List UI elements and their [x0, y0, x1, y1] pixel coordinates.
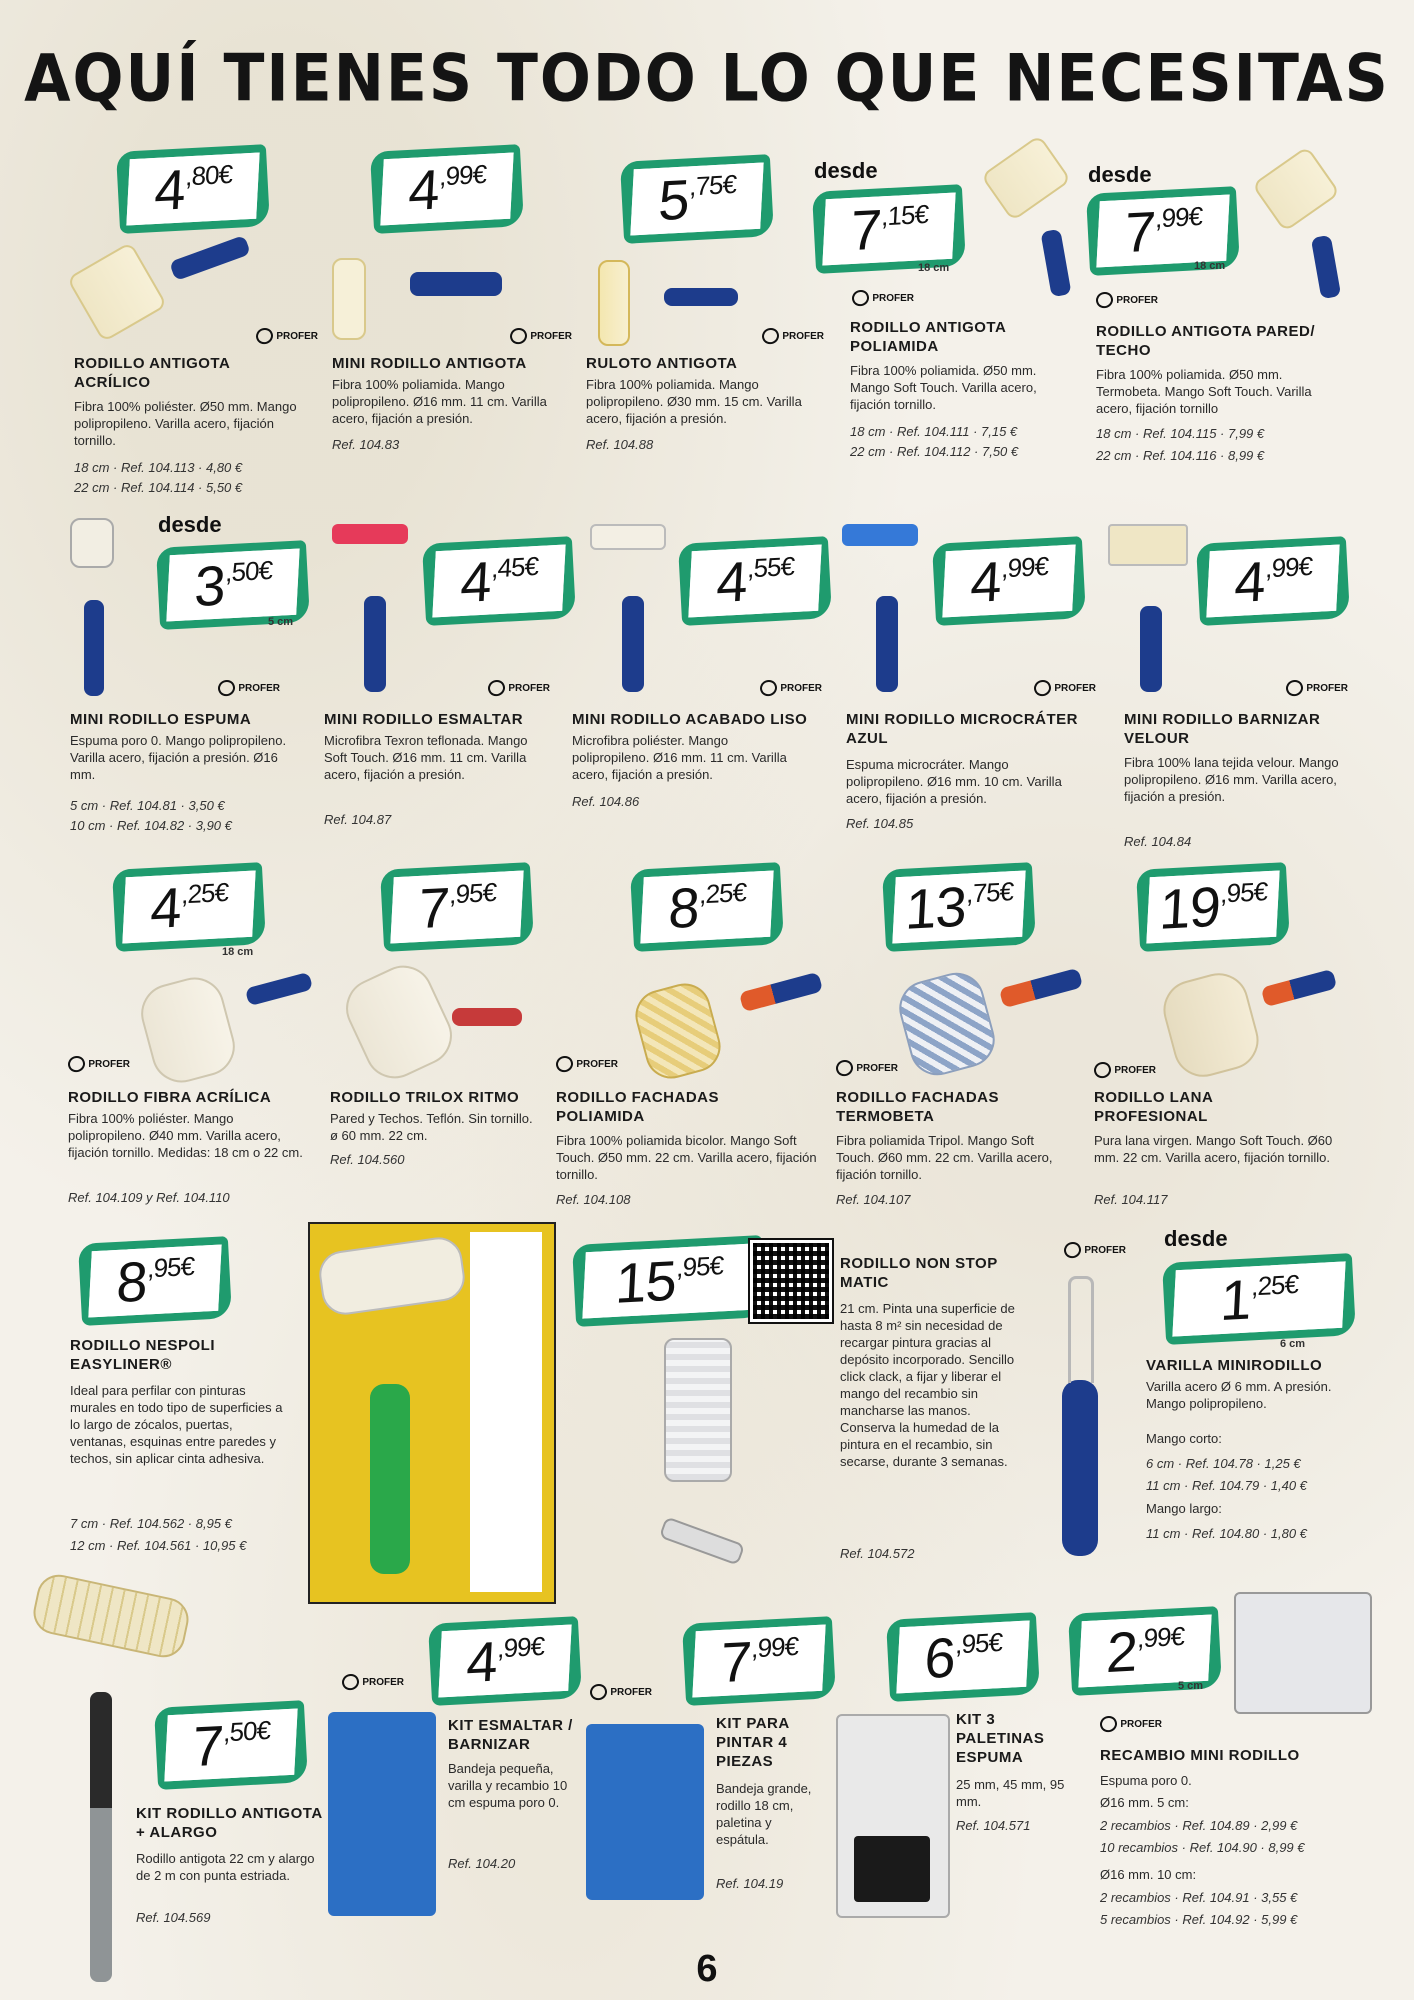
- product-name: KIT RODILLO ANTIGOTA + ALARGO: [136, 1805, 323, 1841]
- product-name: RULOTO ANTIGOTA: [586, 355, 738, 372]
- profer-logo: PROFER: [1034, 678, 1096, 698]
- kit-photo: [836, 1714, 950, 1918]
- profer-logo: PROFER: [760, 678, 822, 698]
- product-desc: Fibra 100% poliéster. Mango polipropileno. Ø40 mm. Varilla acero, fijación tornillo. Medidas: 18 cm o 22 cm.: [68, 1111, 303, 1160]
- product-desc: Fibra 100% lana tejida velour. Mango polipropileno. Ø16 mm. Varilla acero, fijación a presión.: [1124, 755, 1339, 804]
- product-desc: Ideal para perfilar con pinturas murales en todo tipo de superficies a lo largo de zócalos, puertas, ventanas, esquinas entre paredes y techos, sin aplicar cinta adhesiva.: [70, 1383, 283, 1466]
- product-ref: 6 cm · Ref. 104.78 · 1,25 €: [1146, 1456, 1301, 1471]
- product-subhead: Ø16 mm. 10 cm:: [1100, 1867, 1197, 1882]
- product-desc: Fibra poliamida Tripol. Mango Soft Touch. Ø60 mm. 22 cm. Varilla acero, fijación tornillo.: [836, 1133, 1053, 1182]
- size-tag: 18 cm: [222, 946, 254, 958]
- roller-handle: [1311, 235, 1341, 300]
- roller-image: [980, 134, 1071, 221]
- profer-logo: PROFER: [556, 1054, 618, 1074]
- product-name: MINI RODILLO BARNIZAR VELOUR: [1124, 711, 1321, 747]
- roller-handle: [1062, 1380, 1098, 1556]
- product-subhead: Ø16 mm. 5 cm:: [1100, 1795, 1189, 1810]
- profer-logo: PROFER: [1100, 1714, 1162, 1734]
- product-name: MINI RODILLO ESPUMA: [70, 711, 252, 728]
- product-name: RODILLO FIBRA ACRÍLICA: [68, 1089, 272, 1106]
- roller-image: [29, 1571, 192, 1662]
- price-tag: $19^{,95€}$: [1136, 862, 1290, 952]
- product-ref: 11 cm · Ref. 104.80 · 1,80 €: [1146, 1526, 1307, 1541]
- roller-handle: [169, 235, 251, 281]
- size-tag: 18 cm: [918, 262, 950, 274]
- product-ref: 18 cm · Ref. 104.115 · 7,99 €: [1096, 426, 1265, 441]
- product-ref: 22 cm · Ref. 104.114 · 5,50 €: [74, 480, 243, 495]
- product-desc: Fibra 100% poliéster. Ø50 mm. Mango polipropileno. Varilla acero, fijación tornillo.: [74, 399, 297, 448]
- kit-photo: [586, 1724, 704, 1900]
- profer-logo: PROFER: [342, 1672, 404, 1692]
- refill-photo: [1234, 1592, 1372, 1714]
- roller-image: [66, 241, 167, 342]
- product-name: RECAMBIO MINI RODILLO: [1100, 1747, 1300, 1764]
- product-desc: Fibra 100% poliamida. Mango polipropileno. Ø16 mm. 11 cm. Varilla acero, fijación a presión.: [332, 377, 547, 426]
- size-tag: 18 cm: [1194, 260, 1226, 272]
- product-ref: 11 cm · Ref. 104.79 · 1,40 €: [1146, 1478, 1307, 1493]
- product-desc: Rodillo antigota 22 cm y alargo de 2 m con punta estriada.: [136, 1851, 315, 1883]
- product-desc: Fibra 100% poliamida bicolor. Mango Soft Touch. Ø50 mm. 22 cm. Varilla acero, fijación tornillo.: [556, 1133, 817, 1182]
- desde-label: desde: [814, 158, 878, 183]
- roller-image: [1252, 146, 1341, 233]
- product-name: RODILLO ANTIGOTA PARED/ TECHO: [1096, 323, 1315, 359]
- product-ref: Ref. 104.20: [448, 1856, 516, 1871]
- page-title: AQUÍ TIENES TODO LO QUE NECESITAS: [24, 41, 1390, 117]
- product-name: RODILLO ANTIGOTA ACRÍLICO: [74, 355, 230, 391]
- roller-image: [1108, 524, 1188, 566]
- desde-label: desde: [158, 512, 222, 537]
- product-desc: Microfibra poliéster. Mango polipropileno. Ø16 mm. 11 cm. Varilla acero, fijación a presión.: [572, 733, 787, 782]
- product-name: RODILLO FACHADAS POLIAMIDA: [556, 1089, 719, 1125]
- product-desc: Fibra 100% poliamida. Ø50 mm. Mango Soft Touch. Varilla acero, fijación tornillo.: [850, 363, 1037, 412]
- roller-handle: [1040, 229, 1071, 297]
- product-ref: Ref. 104.117: [1094, 1192, 1168, 1207]
- product-name: MINI RODILLO MICROCRÁTER AZUL: [846, 711, 1078, 747]
- profer-logo: PROFER: [488, 678, 550, 698]
- desde-label: desde: [1088, 162, 1152, 187]
- roller-image: [332, 258, 366, 340]
- profer-logo: PROFER: [218, 678, 280, 698]
- price-tag: $6^{,95€}$: [886, 1612, 1040, 1702]
- roller-handle: [410, 272, 502, 296]
- product-desc: 21 cm. Pinta una superficie de hasta 8 m² sin necesidad de recargar pintura gracias al depósito incorporado. Sencillo click clack, a fijar y liberar el mango del recambio sin mancharse las manos. Conserva la humedad de la pintura en el recambio, sin secarse, durante 3 semanas.: [840, 1301, 1015, 1469]
- profer-logo: PROFER: [836, 1058, 898, 1078]
- product-name: KIT PARA PINTAR 4 PIEZAS: [716, 1715, 790, 1770]
- profer-logo: PROFER: [762, 326, 824, 346]
- roller-handle: [1140, 606, 1162, 692]
- product-name: RODILLO FACHADAS TERMOBETA: [836, 1089, 999, 1125]
- roller-handle: [876, 596, 898, 692]
- profer-logo: PROFER: [1286, 678, 1348, 698]
- wire-frame: [1068, 1276, 1094, 1383]
- roller-handle: [90, 1692, 112, 1982]
- product-ref: 2 recambios · Ref. 104.91 · 3,55 €: [1100, 1890, 1298, 1905]
- price-tag: $3^{,50€}$: [156, 540, 310, 630]
- product-ref: 2 recambios · Ref. 104.89 · 2,99 €: [1100, 1818, 1298, 1833]
- price-tag: $15^{,95€}$: [572, 1235, 766, 1327]
- product-ref: Ref. 104.87: [324, 812, 392, 827]
- product-desc: Microfibra Texron teflonada. Mango Soft Touch. Ø16 mm. 11 cm. Varilla acero, fijación a presión.: [324, 733, 528, 782]
- roller-handle: [739, 972, 823, 1013]
- product-name: KIT 3 PALETINAS ESPUMA: [956, 1711, 1045, 1766]
- product-desc: Fibra 100% poliamida. Mango polipropileno. Ø30 mm. 15 cm. Varilla acero, fijación a presión.: [586, 377, 802, 426]
- price-tag: $4^{,25€}$: [112, 862, 266, 952]
- profer-logo: PROFER: [1064, 1240, 1126, 1260]
- product-ref: Ref. 104.84: [1124, 834, 1192, 849]
- roller-handle: [659, 1516, 745, 1565]
- product-ref: 22 cm · Ref. 104.112 · 7,50 €: [850, 444, 1019, 459]
- product-name: MINI RODILLO ANTIGOTA: [332, 355, 527, 372]
- roller-image: [332, 524, 408, 544]
- desde-label: desde: [1164, 1226, 1228, 1251]
- profer-logo: PROFER: [510, 326, 572, 346]
- roller-handle: [245, 972, 313, 1006]
- profer-logo: PROFER: [852, 288, 914, 308]
- product-desc: 25 mm, 45 mm, 95 mm.: [956, 1777, 1065, 1809]
- product-ref: 18 cm · Ref. 104.111 · 7,15 €: [850, 424, 1018, 439]
- product-ref: Ref. 104.83: [332, 437, 400, 452]
- price-tag: $7^{,15€}$: [812, 184, 966, 274]
- product-ref: Ref. 104.572: [840, 1546, 915, 1561]
- profer-logo: PROFER: [68, 1054, 130, 1074]
- product-desc: Espuma poro 0. Mango polipropileno. Varilla acero, fijación a presión. Ø16 mm.: [70, 733, 287, 782]
- product-ref: Ref. 104.85: [846, 816, 914, 831]
- size-tag: 6 cm: [1280, 1338, 1306, 1350]
- product-desc: Pura lana virgen. Mango Soft Touch. Ø60 mm. 22 cm. Varilla acero, fijación tornillo.: [1094, 1133, 1333, 1165]
- size-tag: 5 cm: [1178, 1680, 1204, 1692]
- product-name: VARILLA MINIRODILLO: [1146, 1357, 1323, 1374]
- roller-image: [630, 978, 727, 1085]
- product-ref: Ref. 104.86: [572, 794, 640, 809]
- roller-image: [336, 956, 462, 1088]
- product-name: RODILLO TRILOX RITMO: [330, 1089, 520, 1106]
- price-tag: $4^{,99€}$: [932, 536, 1086, 626]
- product-ref: Ref. 104.571: [956, 1818, 1031, 1833]
- product-ref: Ref. 104.560: [330, 1152, 405, 1167]
- price-tag: $4^{,55€}$: [678, 536, 832, 626]
- product-photo-easyliner: [308, 1222, 556, 1604]
- price-tag: $7^{,95€}$: [380, 862, 534, 952]
- product-subhead: Mango corto:: [1146, 1431, 1222, 1446]
- product-ref: Ref. 104.109 y Ref. 104.110: [68, 1190, 230, 1205]
- product-ref: 10 recambios · Ref. 104.90 · 8,99 €: [1100, 1840, 1305, 1855]
- price-tag: $4^{,99€}$: [370, 144, 524, 234]
- product-desc: Varilla acero Ø 6 mm. A presión. Mango polipropileno.: [1146, 1379, 1332, 1411]
- product-name: MINI RODILLO ESMALTAR: [324, 711, 524, 728]
- roller-image: [598, 260, 630, 346]
- roller-image: [893, 967, 1001, 1082]
- product-ref: Ref. 104.108: [556, 1192, 631, 1207]
- product-ref: 5 cm · Ref. 104.81 · 3,50 €: [70, 798, 225, 813]
- product-desc: Pared y Techos. Teflón. Sin tornillo. ø 60 mm. 22 cm.: [330, 1111, 533, 1143]
- price-tag: $7^{,50€}$: [154, 1700, 308, 1790]
- roller-image: [1157, 967, 1265, 1084]
- product-ref: 22 cm · Ref. 104.116 · 8,99 €: [1096, 448, 1265, 463]
- product-desc: Espuma microcráter. Mango polipropileno. Ø16 mm. 10 cm. Varilla acero, fijación a presión.: [846, 757, 1062, 806]
- product-ref: Ref. 104.88: [586, 437, 654, 452]
- product-name: KIT ESMALTAR / BARNIZAR: [448, 1717, 573, 1753]
- roller-handle: [1261, 969, 1338, 1007]
- product-ref: Ref. 104.19: [716, 1876, 784, 1891]
- price-tag: $4^{,99€}$: [1196, 536, 1350, 626]
- roller-handle: [364, 596, 386, 692]
- product-name: RODILLO LANA PROFESIONAL: [1094, 1089, 1213, 1125]
- roller-handle: [622, 596, 644, 692]
- product-desc: Espuma poro 0.: [1100, 1773, 1192, 1788]
- product-desc: Fibra 100% poliamida. Ø50 mm. Termobeta. Mango Soft Touch. Varilla acero, fijación tornillo: [1096, 367, 1312, 416]
- roller-handle: [452, 1008, 522, 1026]
- price-tag: $8^{,25€}$: [630, 862, 784, 952]
- product-ref: 5 recambios · Ref. 104.92 · 5,99 €: [1100, 1912, 1298, 1927]
- price-tag: $4^{,45€}$: [422, 536, 576, 626]
- price-tag: $2^{,99€}$: [1068, 1606, 1222, 1696]
- page-number: 6: [696, 1948, 718, 1990]
- profer-logo: PROFER: [590, 1682, 652, 1702]
- roller-image: [664, 1338, 732, 1482]
- product-ref: Ref. 104.107: [836, 1192, 911, 1207]
- roller-image: [70, 518, 114, 568]
- roller-handle: [664, 288, 738, 306]
- kit-photo: [328, 1712, 436, 1916]
- price-tag: $4^{,99€}$: [428, 1616, 582, 1706]
- roller-handle: [84, 600, 104, 696]
- price-tag: $5^{,75€}$: [620, 154, 774, 244]
- roller-image: [842, 524, 918, 546]
- price-tag: $7^{,99€}$: [682, 1616, 836, 1706]
- roller-handle: [999, 968, 1083, 1009]
- profer-logo: PROFER: [256, 326, 318, 346]
- price-tag: $8^{,95€}$: [78, 1236, 232, 1326]
- product-name: RODILLO NON STOP MATIC: [840, 1255, 998, 1291]
- product-ref: Ref. 104.569: [136, 1910, 211, 1925]
- product-desc: Bandeja grande, rodillo 18 cm, paletina y espátula.: [716, 1781, 812, 1847]
- profer-logo: PROFER: [1094, 1060, 1156, 1080]
- product-subhead: Mango largo:: [1146, 1501, 1222, 1516]
- profer-logo: PROFER: [1096, 290, 1158, 310]
- product-name: MINI RODILLO ACABADO LISO: [572, 711, 808, 728]
- price-tag: $4^{,80€}$: [116, 144, 270, 234]
- price-tag: $1^{,25€}$: [1162, 1253, 1356, 1345]
- product-ref: 12 cm · Ref. 104.561 · 10,95 €: [70, 1538, 247, 1553]
- roller-image: [590, 524, 666, 550]
- product-ref: 10 cm · Ref. 104.82 · 3,90 €: [70, 818, 232, 833]
- size-tag: 5 cm: [268, 616, 294, 628]
- product-ref: 7 cm · Ref. 104.562 · 8,95 €: [70, 1516, 232, 1531]
- product-name: RODILLO NESPOLI EASYLINER®: [70, 1337, 216, 1373]
- qr-code[interactable]: [750, 1240, 832, 1322]
- price-tag: $7^{,99€}$: [1086, 186, 1240, 276]
- roller-image: [134, 971, 241, 1089]
- product-desc: Bandeja pequeña, varilla y recambio 10 cm espuma poro 0.: [448, 1761, 568, 1810]
- price-tag: $13^{,75€}$: [882, 862, 1036, 952]
- product-name: RODILLO ANTIGOTA POLIAMIDA: [850, 319, 1006, 355]
- product-ref: 18 cm · Ref. 104.113 · 4,80 €: [74, 460, 243, 475]
